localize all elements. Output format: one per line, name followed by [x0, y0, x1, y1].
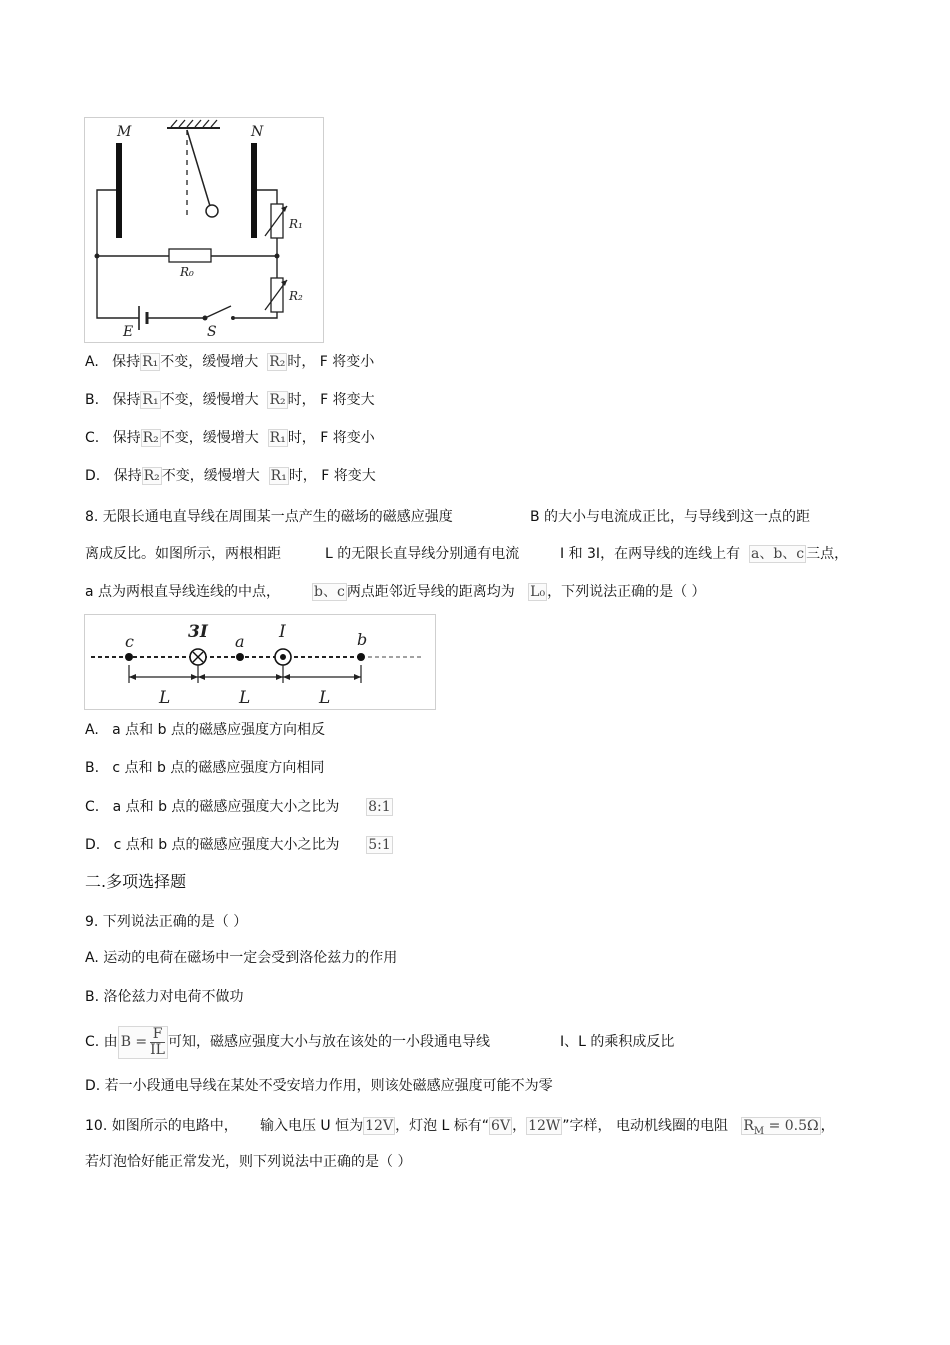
- option-text: 时， F 将变小: [287, 430, 375, 446]
- formula-b-equals-f-over-il: [118, 1026, 168, 1059]
- q8-option-b: [85, 758, 324, 778]
- label-m: M: [117, 124, 132, 140]
- math-r: R₁: [270, 468, 287, 484]
- option-text: 不变，缓慢增大: [161, 468, 260, 484]
- option-letter: A.: [85, 722, 99, 738]
- label-e: E: [123, 324, 134, 340]
- math-r: R₂: [269, 392, 286, 408]
- math-value: = 0.5Ω: [764, 1118, 819, 1134]
- math-r: R₁: [142, 392, 159, 408]
- label-s: S: [207, 324, 217, 340]
- math-power: 12W: [528, 1118, 561, 1134]
- q9-stem: 9. 下列说法正确的是（ ）: [85, 914, 248, 930]
- q8-wire-figure: [84, 614, 436, 710]
- math-subscript: M: [753, 1125, 765, 1137]
- stem-text: I 和 3I，在两导线的连线上有: [560, 546, 741, 562]
- stem-text: ，: [512, 1118, 527, 1134]
- option-letter: C.: [85, 799, 100, 815]
- math-resistance: [741, 1117, 820, 1135]
- q7-option-c: [85, 428, 375, 448]
- stem-text: B 的大小与电流成正比，与导线到这一点的距: [530, 509, 811, 525]
- option-text: 不变，缓慢增大: [160, 354, 259, 370]
- q7-circuit-figure: [84, 117, 324, 343]
- label-r0: R₀: [180, 265, 194, 279]
- q8-stem-line1b: [530, 507, 810, 527]
- q9-option-c: [85, 1020, 490, 1064]
- option-letter: D.: [85, 468, 101, 484]
- stem-text: 10. 如图所示的电路中，: [85, 1118, 238, 1134]
- math-ratio: 5:1: [368, 837, 391, 853]
- option-letter: C.: [85, 430, 100, 446]
- option-text: 可知，磁感应强度大小与放在该处的一小段通电导线: [167, 1034, 490, 1050]
- q8-option-d: [85, 835, 393, 855]
- label-l: L: [239, 688, 251, 708]
- q8-option-c: [85, 797, 393, 817]
- option-text: 保持: [112, 430, 141, 446]
- option-text: 不变，缓慢增大: [160, 430, 259, 446]
- q8-option-a: [85, 720, 325, 740]
- option-text: 时， F 将变大: [287, 392, 375, 408]
- label-l: L: [159, 688, 171, 708]
- q9-option-d: D. 若一小段通电导线在某处不受安培力作用，则该处磁感应强度可能不为零: [85, 1078, 553, 1094]
- stem-text: ，灯泡 L 标有“: [395, 1118, 490, 1134]
- fraction-denominator: IL: [150, 1041, 165, 1058]
- option-text: a 点和 b 点的磁感应强度大小之比为: [112, 799, 340, 815]
- math-r: R₂: [269, 354, 286, 370]
- option-letter: A.: [85, 354, 99, 370]
- stem-text: ，下列说法正确的是（ ）: [547, 584, 706, 600]
- math-points: a、b、c: [750, 546, 805, 562]
- stem-text: ”字样， 电动机线圈的电阻: [562, 1118, 728, 1134]
- q9-option-b: B. 洛伦兹力对电荷不做功: [85, 989, 244, 1005]
- label-n: N: [251, 124, 264, 140]
- option-text: a 点和 b 点的磁感应强度方向相反: [112, 722, 325, 738]
- option-text: 保持: [112, 354, 141, 370]
- math-points: b、c: [314, 584, 345, 600]
- q8-wire-diagram: [85, 615, 435, 709]
- math-r: R₂: [143, 468, 160, 484]
- fraction-numerator: F: [150, 1027, 165, 1043]
- stem-text: a 点为两根直导线连线的中点，: [85, 584, 281, 600]
- fraction: [150, 1027, 165, 1058]
- label-l: L: [319, 688, 331, 708]
- option-letter: B.: [85, 392, 100, 408]
- option-letter: B.: [85, 760, 100, 776]
- q8-stem-line2: [85, 544, 281, 564]
- option-text: 时， F 将变大: [288, 468, 376, 484]
- math-l0: L₀: [530, 584, 546, 600]
- q8-stem-line2c: [560, 544, 848, 564]
- q7-option-b: [85, 390, 375, 410]
- stem-text: 三点，: [806, 546, 849, 562]
- q7-option-a: [85, 352, 374, 372]
- stem-text: 8. 无限长通电直导线在周围某一点产生的磁场的磁感应强度: [85, 509, 453, 525]
- option-text: c 点和 b 点的磁感应强度方向相同: [112, 760, 325, 776]
- label-3i: 3I: [188, 622, 208, 642]
- stem-text: ，: [820, 1118, 835, 1134]
- math-r: R₂: [142, 430, 159, 446]
- q8-stem-line3b: [312, 582, 706, 602]
- label-c: c: [125, 632, 134, 651]
- label-r2: R₂: [289, 289, 303, 303]
- label-b: b: [357, 630, 368, 649]
- q9-option-a: A. 运动的电荷在磁场中一定会受到洛伦兹力的作用: [85, 950, 398, 966]
- option-text: c 点和 b 点的磁感应强度大小之比为: [113, 837, 340, 853]
- math-symbol: R: [743, 1118, 754, 1134]
- option-text: 保持: [113, 468, 142, 484]
- stem-text: L 的无限长直导线分别通有电流: [325, 546, 520, 562]
- q8-stem-line1: [85, 507, 453, 527]
- math-r: R₁: [142, 354, 159, 370]
- section-heading: 二.多项选择题: [85, 872, 187, 891]
- option-letter: D.: [85, 837, 101, 853]
- label-r1: R₁: [289, 217, 303, 231]
- q7-circuit-diagram: [85, 118, 323, 342]
- math-voltage: 12V: [365, 1118, 394, 1134]
- math-voltage: 6V: [491, 1118, 511, 1134]
- formula-lhs: B =: [120, 1033, 148, 1050]
- stem-text: 离成反比。如图所示，两根相距: [85, 546, 281, 562]
- stem-text: 输入电压 U 恒为: [259, 1118, 364, 1134]
- label-i: I: [279, 622, 286, 642]
- option-text: 不变，缓慢增大: [160, 392, 259, 408]
- math-ratio: 8:1: [368, 799, 391, 815]
- q10-stem-line2: 若灯泡恰好能正常发光，则下列说法中正确的是（ ）: [85, 1154, 412, 1170]
- q9-option-c-tail: I、L 的乘积成反比: [560, 1034, 675, 1050]
- q10-stem-line1: [85, 1116, 835, 1142]
- q7-option-d: [85, 466, 376, 486]
- option-text: C. 由: [85, 1034, 118, 1050]
- label-a: a: [235, 632, 245, 651]
- q8-stem-line2b: [325, 544, 519, 564]
- math-r: R₁: [269, 430, 286, 446]
- option-text: 保持: [112, 392, 141, 408]
- q8-stem-line3: [85, 582, 280, 602]
- stem-text: 两点距邻近导线的距离均为: [346, 584, 515, 600]
- option-text: 时， F 将变小: [287, 354, 375, 370]
